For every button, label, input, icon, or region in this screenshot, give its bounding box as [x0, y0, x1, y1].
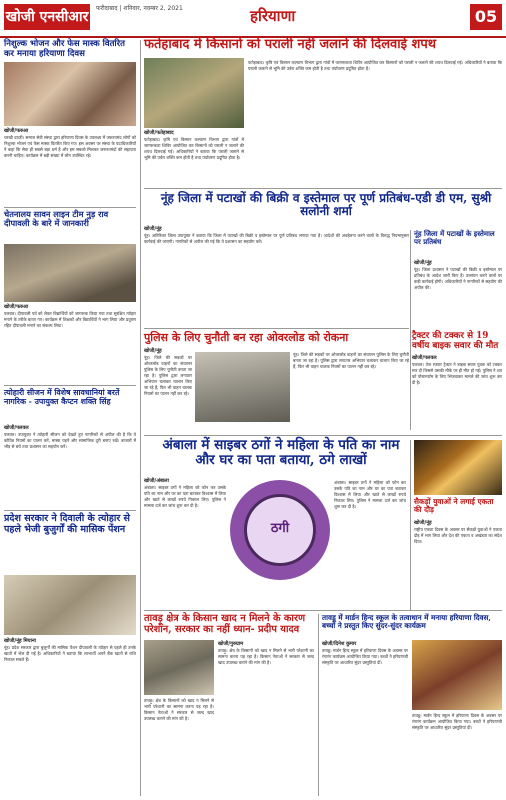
date-line: फरीदाबाद | शनिवार, नवम्बर 2, 2021: [96, 5, 183, 12]
article-bottom-right-photo: [412, 640, 502, 710]
article-top-banner-byline: खोजी/फतेहाबाद: [144, 130, 174, 136]
article-left-bottom-byline: खोजी/नूंह मियाना: [4, 638, 36, 644]
article-bottom-left-photo: [144, 640, 214, 695]
article-nuh-ban-byline: खोजी/नूंह: [144, 226, 162, 232]
magnifier-illustration: [230, 480, 330, 580]
article-left-bottom-photo: [4, 575, 136, 635]
article-cyber-byline: खोजी/अंबाला: [144, 478, 169, 484]
article-police-body-continued: नूंह। जिले की सड़कों पर ओवरलोड वाहनों का संचालन पुलिस के लिए चुनौती बनता जा रहा है। पुलिस द्वारा लगातार अभियान चलाकर चालान किए जा रहे हैं, फिर भी वाहन चालक नियमों का पालन नहीं कर रहे।: [293, 352, 409, 369]
article-top-banner-body: फतेहाबाद। कृषि एवं किसान कल्याण विभाग द्वारा गांवों में जागरूकता शिविर आयोजित कर किसानों को पराली न जलाने की शपथ दिलवाई गई। अधिकारियों ने बताया कि पराली जलाने से भूमि की उर्वरा शक्ति कम होती है तथा पर्यावरण प्रदूषित होता है।: [144, 137, 244, 160]
divider: [144, 435, 502, 436]
article-tractor-body: पलवल। तेज रफ्तार ट्रैक्टर ने बाइक सवार युवक को टक्कर मार दी जिससे उसकी मौके पर ही मौत हो गई। पुलिस ने शव को पोस्टमार्टम के लिए भिजवाकर मामले की जांच शुरू कर दी है।: [412, 362, 502, 385]
article-left-mid-photo: [4, 244, 136, 302]
article-nuh-ban-headline: नूंह जिला में पटाखों की बिक्री व इस्तेमाल पर पूर्ण प्रतिबंध-एडी डी एम, सुश्री सलोनी शर्मा: [160, 191, 492, 219]
article-bottom-right-byline: खोजी/दिनेश कुमार: [322, 641, 357, 647]
divider: [4, 207, 136, 208]
article-bottom-left-body-continued: तावड़ू। क्षेत्र के किसानों को खाद न मिलने से भारी परेशानी का सामना करना पड़ रहा है। किसान नेताओं ने सरकार से जल्द खाद उपलब्ध कराने की मांग की है।: [144, 698, 214, 721]
article-left-lower-body: पलवल। उपायुक्त ने त्योहारी सीजन को देखते हुए नागरिकों से अपील की है कि वे कोविड नियमों का पालन करें, मास्क पहनें और सामाजिक दूरी बनाए रखें। बाजारों में भीड़ से बचें तथा प्रशासन का सहयोग करें।: [4, 432, 136, 449]
divider: [144, 610, 502, 611]
article-cyber-body-continued: अंबाला। साइबर ठगों ने महिला को फोन कर उसके पति का नाम और घर का पता बताकर विश्वास में लिया और खाते से लाखों रुपये निकाल लिए। पुलिस ने मामला दर्ज कर जांच शुरू कर दी है।: [334, 480, 406, 509]
article-right-body: नूंह। जिला प्रशासन ने पटाखों की बिक्री व इस्तेमाल पर प्रतिबंध के आदेश जारी किए हैं। उल्लंघन करने वालों पर कड़ी कार्रवाई होगी। अधिकारियों ने नागरिकों से सहयोग की अपील की।: [414, 267, 502, 290]
article-left-bottom-body: नूंह। प्रदेश सरकार द्वारा बुजुर्गों की मासिक पेंशन दीपावली के त्योहार से पहले ही उनके खातों में भेज दी गई है। अधिकारियों ने बताया कि लाभार्थी अपने बैंक खातों से राशि निकाल सकते हैं।: [4, 645, 136, 662]
fraud-stamp: ठगी: [270, 521, 290, 536]
divider: [144, 188, 502, 189]
article-lamps-byline: खोजी/नूंह: [414, 520, 432, 526]
article-top-banner-photo: [144, 58, 244, 128]
page-number: 05: [470, 4, 502, 30]
article-lamps-body: राष्ट्रीय एकता दिवस के अवसर पर सैकड़ों युवाओं ने एकता दौड़ में भाग लिया और देश की एकता व अखंडता का संदेश दिया।: [414, 527, 502, 544]
article-left-lower-headline: त्योहारी सीजन में विशेष सावधानियां बरतें नागरिक - उपायुक्त कैप्टन शक्ति सिंह: [4, 388, 120, 406]
divider: [4, 510, 136, 511]
article-bottom-right-headline: तावडू में मार्डन हिन्द स्कूल के तत्वाधान में मनाया हरियाणा दिवस, बच्चों ने प्रस्तुत किए सुंदर-सुंदर कार्यक्रम: [322, 613, 491, 631]
article-top-banner-body-continued: फतेहाबाद। कृषि एवं किसान कल्याण विभाग द्वारा गांवों में जागरूकता शिविर आयोजित कर किसानों को पराली न जलाने की शपथ दिलवाई गई। अधिकारियों ने बताया कि पराली जलाने से भूमि की उर्वरा शक्ति कम होती है तथा पर्यावरण प्रदूषित होता है।: [248, 60, 502, 71]
divider: [4, 385, 136, 386]
article-cyber-body: अंबाला। साइबर ठगों ने महिला को फोन कर उसके पति का नाम और घर का पता बताकर विश्वास में लिया और खाते से लाखों रुपये निकाल लिए। पुलिस ने मामला दर्ज कर जांच शुरू कर दी है।: [144, 485, 226, 508]
article-top-banner-headline: फतेहाबाद में किसानों को पराली नहीं जलाने की दिलवाई शपथ: [144, 37, 437, 52]
article-right-byline: खोजी/नूंह: [414, 260, 432, 266]
article-police-photo: [195, 352, 290, 422]
article-bottom-right-body-continued: तावडू। मार्डन हिन्द स्कूल में हरियाणा दिवस के अवसर पर रंगारंग कार्यक्रम आयोजित किया गया। बच्चों ने हरियाणवी संस्कृति पर आधारित सुंदर प्रस्तुतियां दीं।: [412, 713, 502, 730]
article-right-headline: नूंह जिला में पटाखों के इस्तेमाल पर प्रतिबंध: [414, 229, 495, 246]
column-rule: [140, 40, 141, 796]
article-cyber-headline: अंबाला में साइबर ठगों ने महिला के पति का नाम और घर का पता बताया, ठगे लाखों: [162, 437, 400, 469]
article-left-mid-headline: चेतनालय सावन लाइन टीम नुड़ राव दीपावली के बारे में जानकारी: [4, 209, 109, 229]
newspaper-logo: खोजी एनसीआर: [4, 4, 90, 30]
article-left-lower-byline: खोजी/पलवल: [4, 425, 29, 431]
article-tractor-byline: खोजी/पलवल: [412, 355, 437, 361]
article-left-bottom-headline: प्रदेश सरकार ने दिवाली के त्योहार से पहले भेजी बुजुर्गों की मासिक पेंशन: [4, 513, 130, 535]
article-left-top-headline: निशुल्क भोजन और फेस मास्क वितरित कर मनाया हरियाणा दिवस: [4, 39, 125, 59]
article-lamps-photo: [414, 440, 502, 495]
article-left-top-byline: खोजी/फरुआ: [4, 128, 29, 134]
article-lamps-headline: सैकड़ों युवाओं ने लगाई एकता की दौड़: [414, 497, 494, 515]
article-police-headline: पुलिस के लिए चुनौती बन रहा ओवरलोड को रोकना: [144, 331, 349, 344]
article-left-mid-byline: खोजी/फरुआ: [4, 304, 29, 310]
section-title: हरियाणा: [250, 7, 296, 25]
article-left-top-photo: [4, 62, 136, 126]
article-bottom-right-body: तावडू। मार्डन हिन्द स्कूल में हरियाणा दिवस के अवसर पर रंगारंग कार्यक्रम आयोजित किया गया। बच्चों ने हरियाणवी संस्कृति पर आधारित सुंदर प्रस्तुतियां दीं।: [322, 648, 408, 665]
article-tractor-headline: ट्रैक्टर की टक्कर से 19 वर्षीय बाइक सवार की मौत: [412, 331, 499, 351]
column-rule: [410, 440, 411, 610]
article-bottom-left-body: तावड़ू। क्षेत्र के किसानों को खाद न मिलने से भारी परेशानी का सामना करना पड़ रहा है। किसान नेताओं ने सरकार से जल्द खाद उपलब्ध कराने की मांग की है।: [218, 648, 314, 665]
column-rule: [410, 230, 411, 430]
article-police-byline: खोजी/नूंह: [144, 348, 162, 354]
column-rule: [318, 614, 319, 796]
article-police-body: नूंह। जिले की सड़कों पर ओवरलोड वाहनों का संचालन पुलिस के लिए चुनौती बनता जा रहा है। पुलिस द्वारा लगातार अभियान चलाकर चालान किए जा रहे हैं, फिर भी वाहन चालक नियमों का पालन नहीं कर रहे।: [144, 355, 192, 396]
article-nuh-ban-body: नूंह। अतिरिक्त जिला उपायुक्त ने बताया कि जिला में पटाखों की बिक्री व इस्तेमाल पर पूर्ण प्रतिबंध लगाया गया है। आदेशों की अवहेलना करने वालों के विरुद्ध नियमानुसार कार्रवाई की जाएगी। नागरिकों से अपील की गई कि वे प्रशासन का सहयोग करें।: [144, 233, 409, 244]
article-left-top-body: चरखी दादरी। समाज सेवी संस्था द्वारा हरियाणा दिवस के उपलक्ष्य में जरूरतमंद लोगों को निशुल्क भोजन एवं फेस मास्क वितरित किए गए। इस अवसर पर संस्था के पदाधिकारियों ने कहा कि सेवा ही सबसे बड़ा धर्म है और हम सबको मिलकर जरूरतमंदों की सहायता करनी चाहिए। कार्यक्रम में बड़ी संख्या में लोग उपस्थित रहे।: [4, 135, 136, 158]
article-bottom-left-byline: खोजी/गुरुग्राम: [218, 641, 244, 647]
article-left-mid-body: पलवल। दीपावली पर्व को लेकर विद्यार्थियों को जागरूक किया गया तथा सुरक्षित त्योहार मनाने के तरीके बताए गए। कार्यक्रम में शिक्षकों और विद्यार्थियों ने भाग लिया और प्रदूषण रहित दीपावली मनाने का संकल्प लिया।: [4, 311, 136, 328]
article-bottom-left-headline: तावड़ू क्षेत्र के किसान खाद न मिलने के कारण परेशान, सरकार का नहीं ध्यान- प्रदीप यादव: [144, 613, 306, 635]
divider: [144, 328, 409, 329]
